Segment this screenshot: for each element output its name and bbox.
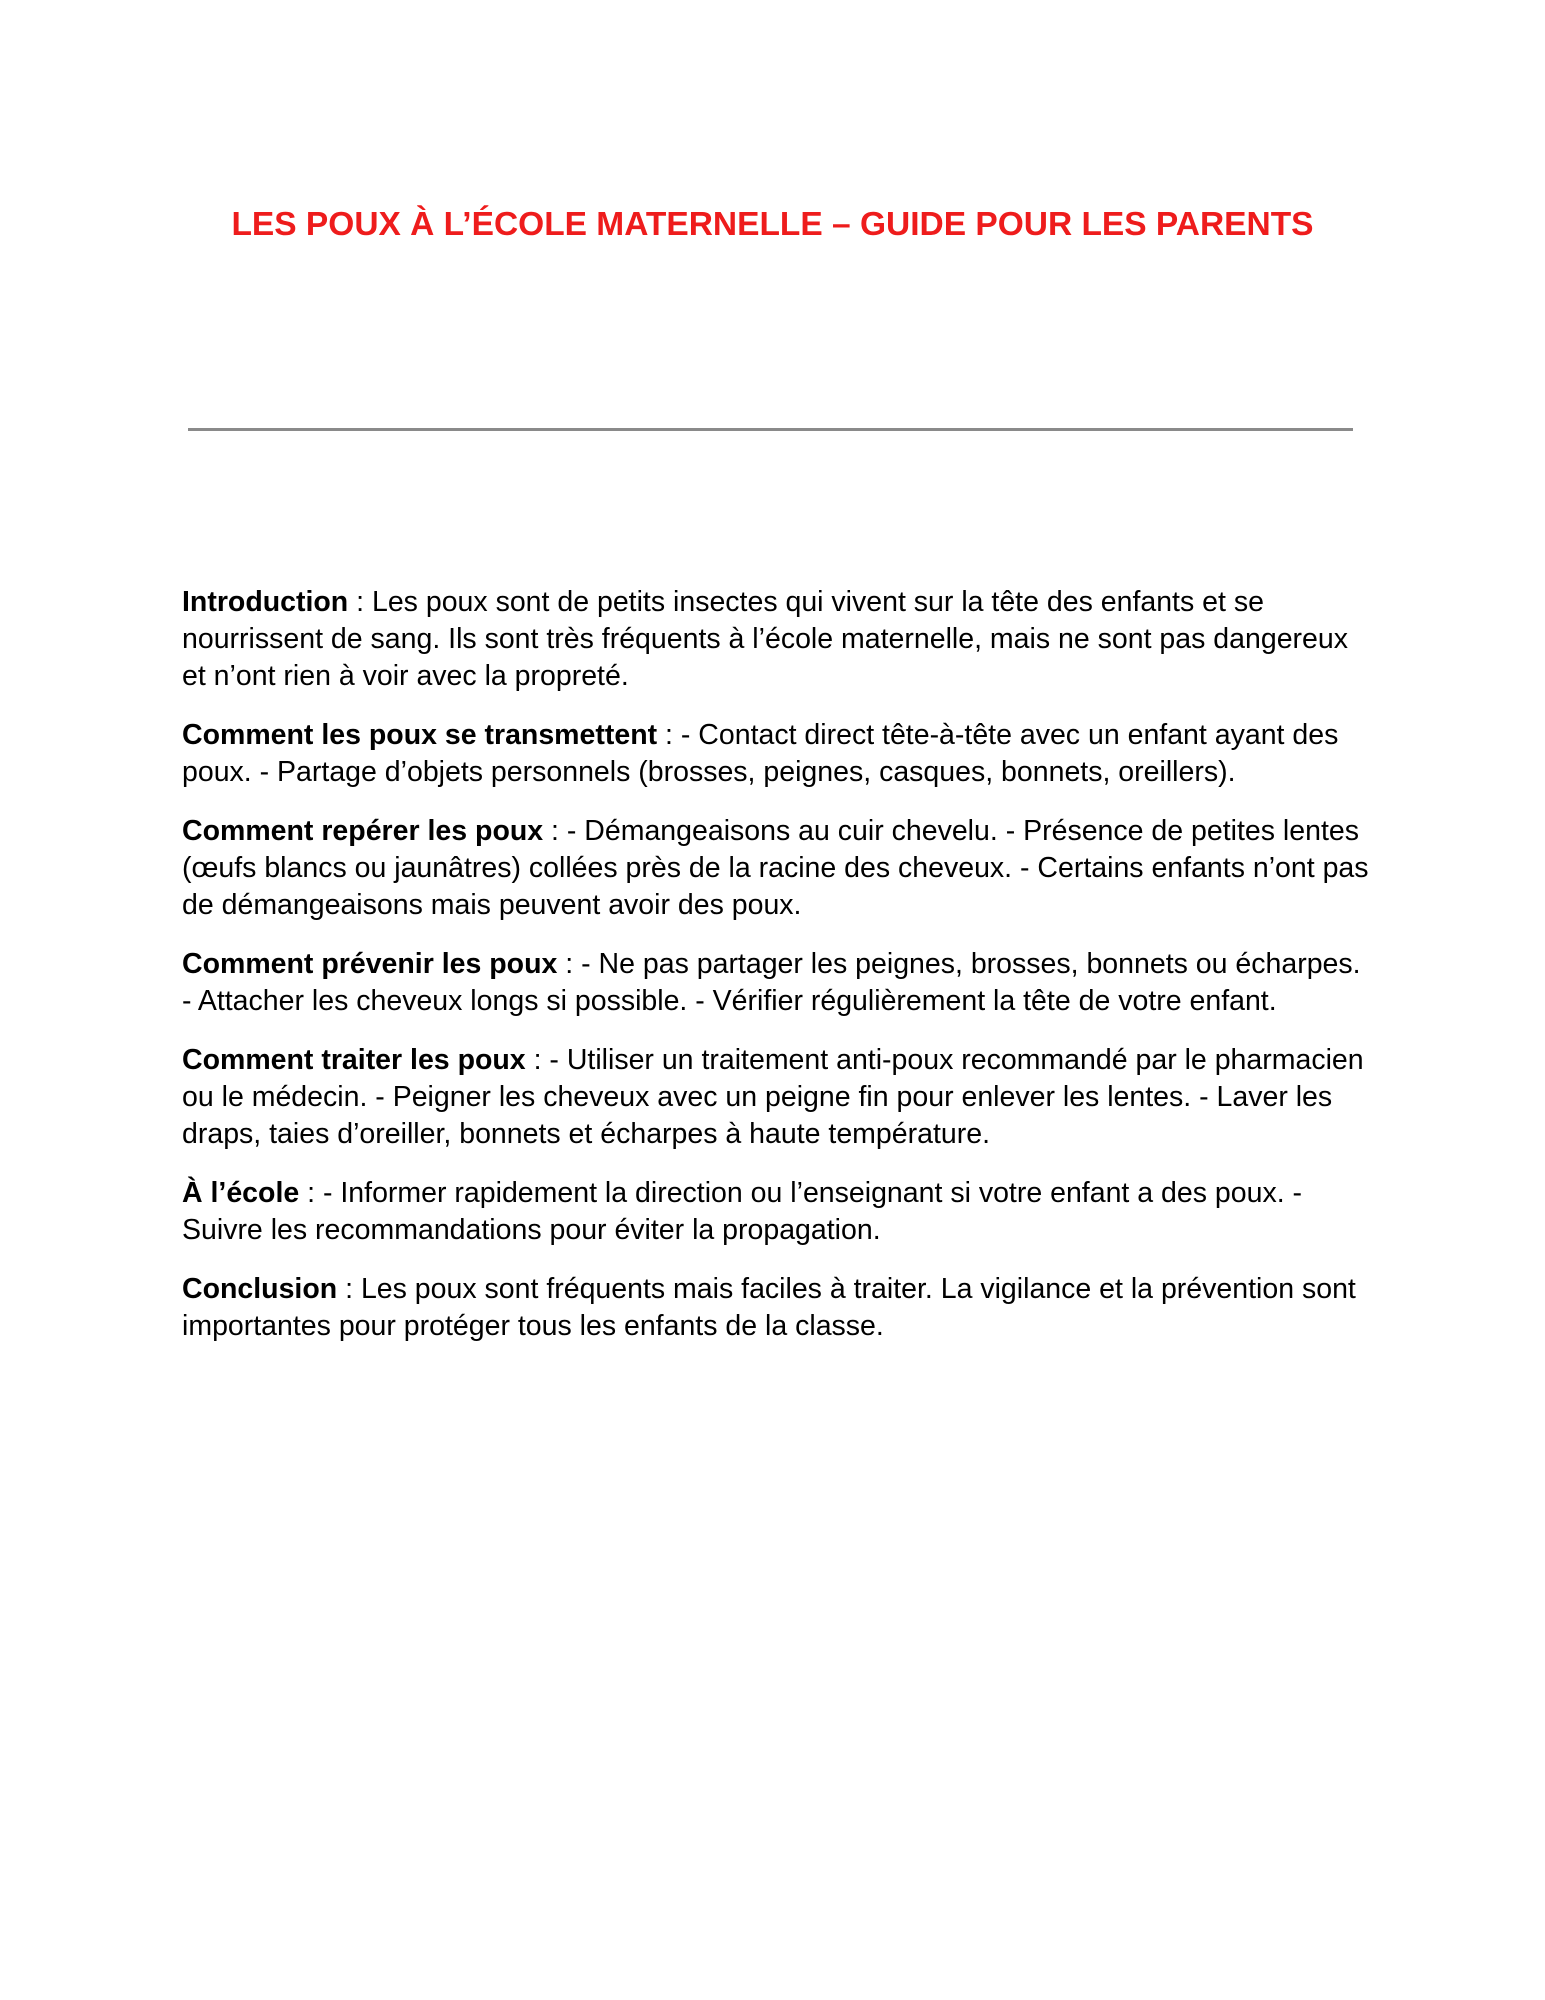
section-heading: Comment traiter les poux — [182, 1044, 526, 1076]
section-introduction — [182, 584, 1372, 695]
section-treatment — [182, 1042, 1372, 1153]
section-separator: : — [543, 815, 567, 847]
section-separator: : — [299, 1177, 323, 1209]
section-heading: Comment les poux se transmettent — [182, 719, 658, 751]
section-school — [182, 1175, 1372, 1249]
section-body: - Informer rapidement la direction ou l’enseignant si votre enfant a des poux. - Suivre les recommandations pour éviter la propagation. — [182, 1177, 1303, 1246]
section-heading: À l’école — [182, 1177, 300, 1209]
horizontal-divider — [188, 428, 1353, 431]
document-body — [182, 584, 1372, 1367]
section-conclusion — [182, 1271, 1372, 1345]
section-body: Les poux sont fréquents mais faciles à traiter. La vigilance et la prévention sont importantes pour protéger tous les enfants de la classe. — [182, 1273, 1356, 1342]
section-detection — [182, 813, 1372, 924]
section-prevention — [182, 946, 1372, 1020]
section-heading: Comment prévenir les poux — [182, 948, 558, 980]
page-title: LES POUX À L’ÉCOLE MATERNELLE – GUIDE POUR LES PARENTS — [231, 206, 1314, 243]
section-separator: : — [348, 586, 372, 618]
section-body: - Ne pas partager les peignes, brosses, bonnets ou écharpes. - Attacher les cheveux longs si possible. - Vérifier régulièrement la tête de votre enfant. — [182, 948, 1361, 1017]
section-body: Les poux sont de petits insectes qui vivent sur la tête des enfants et se nourrissent de sang. Ils sont très fréquents à l’école maternelle, mais ne sont pas dangereux et n’ont rien à voir avec la propreté. — [182, 586, 1348, 692]
section-separator: : — [525, 1044, 550, 1076]
section-transmission — [182, 717, 1372, 791]
section-heading: Comment repérer les poux — [182, 815, 544, 847]
section-heading: Introduction — [182, 586, 349, 618]
section-heading: Conclusion — [182, 1273, 338, 1305]
section-body: - Démangeaisons au cuir chevelu. - Présence de petites lentes (œufs blancs ou jaunâtres) collées près de la racine des cheveux. - Certains enfants n’ont pas de démangeaisons mais peuvent avoir des poux. — [182, 815, 1369, 921]
section-separator: : — [557, 948, 582, 980]
section-body: - Contact direct tête-à-tête avec un enfant ayant des poux. - Partage d’objets personnels (brosses, peignes, casques, bonnets, oreillers). — [182, 719, 1339, 788]
section-body: - Utiliser un traitement anti-poux recommandé par le pharmacien ou le médecin. - Peigner les cheveux avec un peigne fin pour enlever les lentes. - Laver les draps, taies d’oreiller, bonnets et écharpes à haute température. — [182, 1044, 1364, 1150]
section-separator: : — [657, 719, 681, 751]
section-separator: : — [337, 1273, 361, 1305]
